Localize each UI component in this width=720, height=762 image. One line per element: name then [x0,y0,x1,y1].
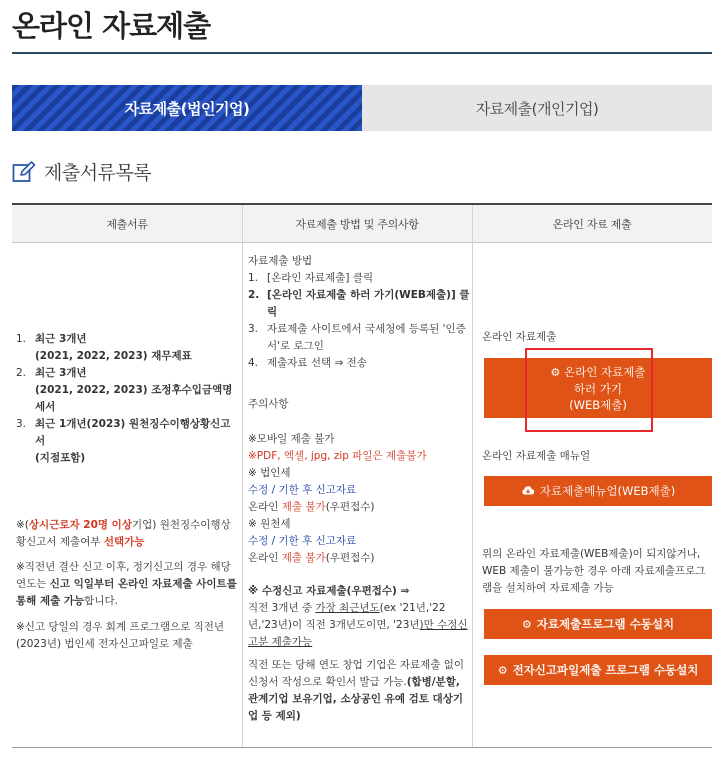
label-manual: 온라인 자료제출 매뉴얼 [482,450,591,462]
list-item: 3. 자료제출 사이트에서 국세청에 등록된 '인증서'로 로그인 [248,323,466,352]
online-submit-label: ⚙ 온라인 자료제출 [550,364,646,379]
program-install-button[interactable] [484,609,712,639]
gear-icon: ⚙ [497,663,508,677]
list-item: 2. [온라인 자료제출 하러 가기(WEB제출)] 클릭 [248,289,470,318]
amend-title: ※ 수정신고 자료제출(우편접수) ⇒ [248,585,410,597]
note-workers: ※(상시근로자 20명 이상기업) 원천징수이행상황신고서 제출여부 선택가능 [16,519,231,548]
column-divider [242,205,243,747]
withholding-online: 온라인 제출 불가(우편접수) [248,552,375,564]
withholding-amend: 수정 / 기한 후 신고자료 [248,535,357,547]
caution-title: 주의사항 [248,398,289,410]
list-item: 3. 최근 1개년(2023) 원천징수이행상황신고서 (지점포함) [16,418,231,464]
cloud-download-icon [521,483,535,500]
list-item: 1. [온라인 자료제출] 클릭 [248,272,374,284]
manual-button[interactable] [484,476,712,506]
section-header [12,158,151,185]
program-install-label: 자료제출프로그램 수동설치 [536,616,675,631]
newco-text: 직전 또는 당해 연도 창업 기업은 자료제출 없이 신청서 작성으로 확인서 발급 가능.(합병/분할, 관계기업 보유기업, 소상공인 유예 검토 대상기업 등 제외) [248,659,465,722]
section-title: 제출서류목록 [44,162,152,184]
efile-install-label: 전자신고파일제출 프로그램 수동설치 [512,662,699,677]
amend-text: 직전 3개년 중 가장 최근년도(ex '21년,'22년,'23년)이 직전 3개년도이면, '23년)만 수정신고분 제출가능 [248,602,468,648]
title-divider [12,52,712,54]
note-settlement: ※직전년 결산 신고 이후, 정기신고의 경우 해당연도는 신고 익일부터 온라인 자료제출 사이트를 통해 제출 가능합니다. [16,561,237,607]
note-report-day: ※신고 당일의 경우 회계 프로그램으로 직전년(2023년) 법인세 전자신고파일로 제출 [16,621,225,650]
header-online: 온라인 자료 제출 [552,218,632,231]
tab-bar [12,85,712,131]
list-item: 4. 제출자료 선택 ⇒ 전송 [248,357,367,369]
method-steps [248,270,470,372]
header-method: 자료제출 방법 및 주의사항 [295,218,419,231]
edit-icon [12,161,36,183]
fallback-text: 위의 온라인 자료제출(WEB제출)이 되지않거나, WEB 제출이 불가능한 경우 아래 자료제출프로그램을 설치하여 자료제출 가능 [482,548,706,594]
tab-individual[interactable]: 자료제출(개인기업) [362,85,712,131]
corp-online: 온라인 제출 불가(우편접수) [248,501,375,513]
gear-icon: ⚙ [550,365,561,379]
note-withholding: ※ 원천세 [248,518,291,530]
column-divider [472,205,473,747]
manual-button-label: 자료제출메뉴얼(WEB제출) [539,483,676,498]
submission-table [12,203,712,748]
header-documents: 제출서류 [106,218,148,231]
highlight-box [525,348,653,432]
note-mobile: ※모바일 제출 불가 [248,433,335,445]
method-title: 자료제출 방법 [248,255,313,267]
corp-amend: 수정 / 기한 후 신고자료 [248,484,357,496]
note-file-types: ※PDF, 엑셀, jpg, zip 파일은 제출불가 [248,450,427,462]
method-column [248,253,470,725]
list-item: 1. 최근 3개년 (2021, 2022, 2023) 재무제표 [16,333,192,362]
note-corp-tax: ※ 법인세 [248,467,291,479]
label-online-submit: 온라인 자료제출 [482,331,557,343]
page-title: 온라인 자료제출 [12,9,211,43]
gear-icon: ⚙ [521,617,532,631]
online-submit-label: 하러 가기 [573,381,623,396]
tab-corporate[interactable]: 자료제출(법인기업) [12,85,362,131]
efile-install-button[interactable] [484,655,712,685]
document-list [16,331,238,467]
online-submit-label: (WEB제출) [569,397,627,412]
table-header [12,205,712,243]
list-item: 2. 최근 3개년 (2021, 2022, 2023) 조정후수입금액명세서 [16,367,233,413]
